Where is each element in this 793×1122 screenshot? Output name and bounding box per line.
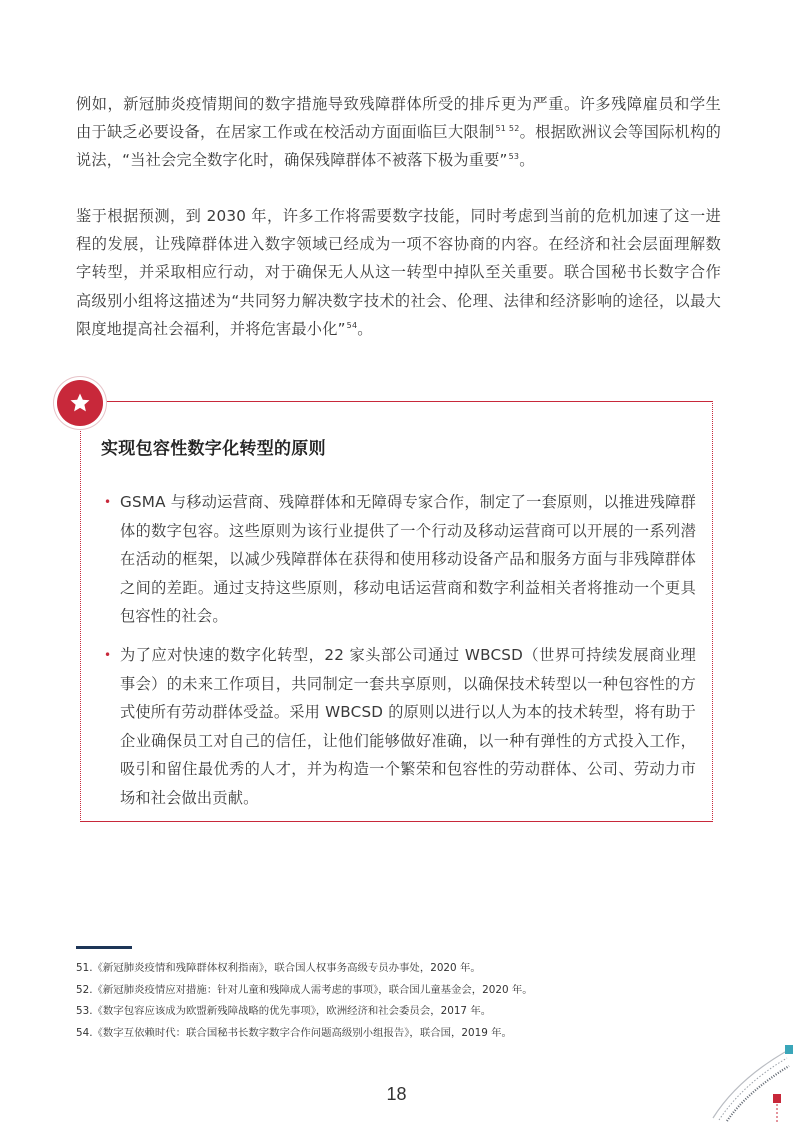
list-item-text: GSMA 与移动运营商、残障群体和无障碍专家合作，制定了一套原则，以推进残障群体的数字包容。这些原则为该行业提供了一个行动及移动运营商可以开展的一系列潜在活动的框架，以减少残障群体在获得和使用移动设备产品和服务方面与非残障群体之间的差距。通过支持这些原则，移动电话运营商和数字利益相关者将推动一个更具包容性的社会。 [120, 493, 696, 626]
principles-list [104, 488, 696, 823]
footnotes [76, 958, 736, 1044]
footnote-item: 53.《数字包容应该成为欧盟新残障战略的优先事项》，欧洲经济和社会委员会，2017 年。 [76, 1005, 492, 1017]
page-number: 18 [386, 1084, 407, 1104]
footnote-ref[interactable]: 51 52 [495, 124, 520, 134]
list-item [104, 641, 696, 813]
star-icon [57, 380, 103, 426]
paragraph-text: 鉴于根据预测，到 2030 年，许多工作将需要数字技能，同时考虑到当前的危机加速了这一进程的发展，让残障群体进入数字领域已经成为一项不容协商的内容。在经济和社会层面理解数字转型，并采取相应行动，对于确保无人从这一转型中掉队至关重要。联合国秘书长数字合作高级别小组将这描述为“共同努力解决数字技术的社会、伦理、法律和经济影响的途径，以最大限度地提高社会福利，并将危害最小化” [76, 207, 721, 338]
paragraph-text: 例如，新冠肺炎疫情期间的数字措施导致残障群体所受的排斥更为严重。许多残障雇员和学生由于缺乏必要设备，在居家工作或在校活动方面面临巨大限制 [76, 95, 721, 142]
paragraph-text: 。 [519, 151, 535, 170]
bullet-icon: • [104, 495, 112, 509]
footnote-item: 54.《数字互依赖时代：联合国秘书长数字数字合作问题高级别小组报告》，联合国，2019 年。 [76, 1026, 512, 1039]
footnote-ref[interactable]: 54 [346, 320, 358, 330]
footnote-item: 51.《新冠肺炎疫情和残障群体权利指南》，联合国人权事务高级专员办事处，2020 年。 [76, 962, 481, 974]
body-paragraph-1 [76, 90, 721, 175]
bullet-icon: • [104, 647, 112, 662]
body-paragraph-2 [76, 202, 721, 343]
footnote-ref[interactable]: 53 [508, 152, 520, 162]
paragraph-text: 。 [357, 319, 373, 338]
footnote-divider [76, 946, 132, 949]
list-item [104, 488, 696, 631]
callout-title: 实现包容性数字化转型的原则 [101, 439, 326, 459]
paragraph-text: 。根据欧洲议会等国际机构的说法，“当社会完全数字化时，确保残障群体不被落下极为重要” [76, 123, 721, 170]
footnote-item: 52.《新冠肺炎疫情应对措施：针对儿童和残障成人需考虑的事项》，联合国儿童基金会，2020 年。 [76, 983, 533, 996]
corner-decoration-icon [707, 1040, 793, 1122]
list-item-text: 为了应对快速的数字化转型，22 家头部公司通过 WBCSD（世界可持续发展商业理事会）的未来工作项目，共同制定一套共享原则，以确保技术转型以一种包容性的方式使所有劳动群体受益。采用 WBCSD 的原则以进行以人为本的技术转型，将有助于企业确保员工对自己的信任，让他们能够做好准确，以一种有弹性的方式投入工作，吸引和留住最优秀的人才，并为构造一个繁荣和包容性的劳动群体、公司、劳动力市场和社会做出贡献。 [120, 645, 696, 807]
